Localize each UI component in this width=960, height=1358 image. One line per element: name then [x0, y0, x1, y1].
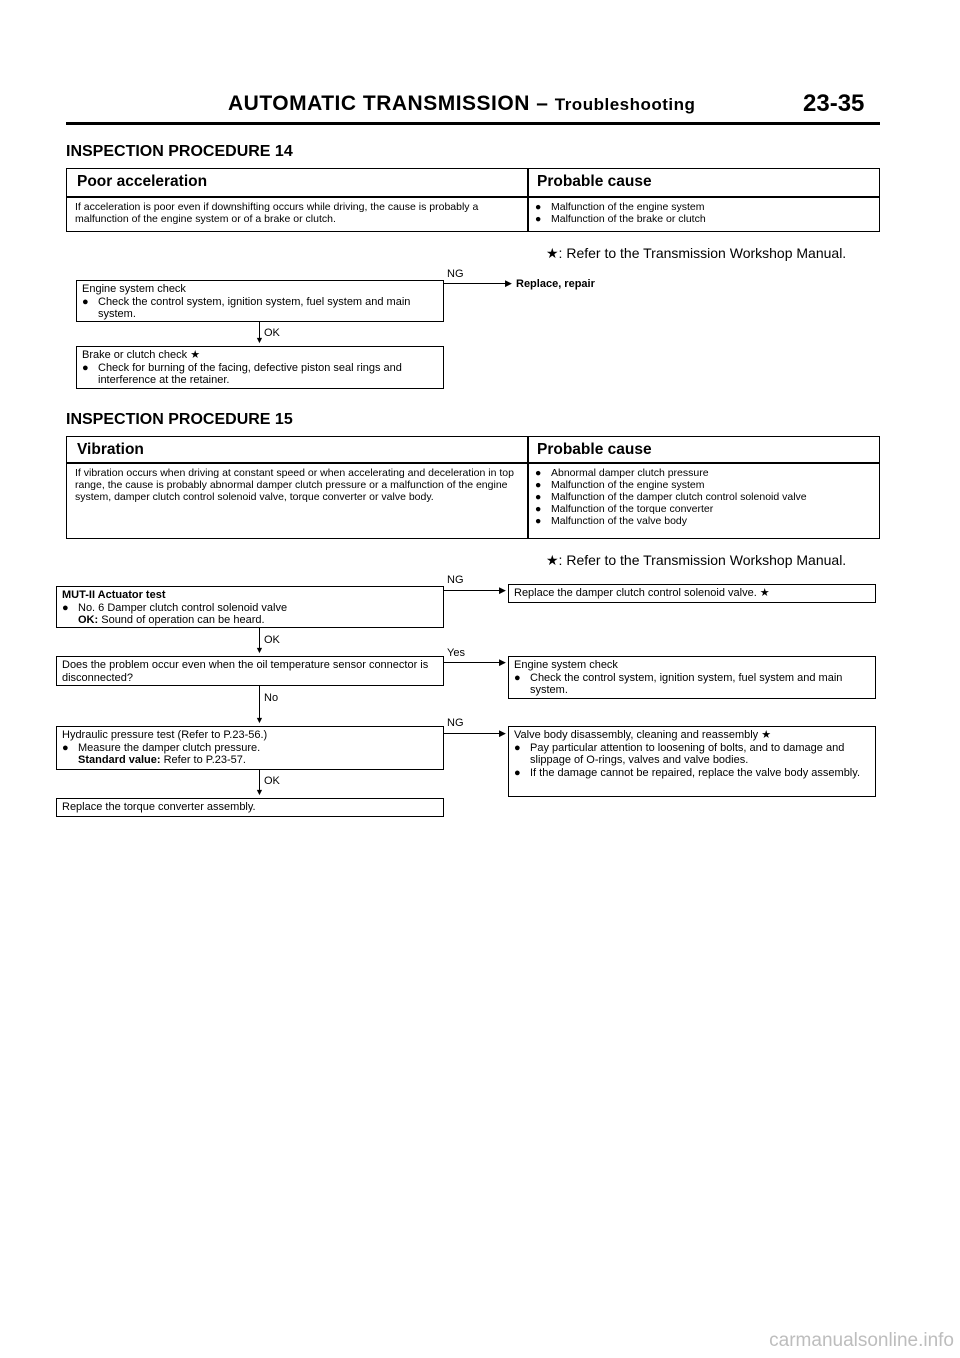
arrow-down-icon: ▼: [255, 335, 264, 345]
ok-label: OK: [264, 775, 280, 787]
step-bullet: ● Measure the damper clutch pressure.: [62, 741, 261, 754]
action-engine-check: [508, 656, 876, 699]
step-ok-criterion: OK: Sound of operation can be heard.: [78, 614, 265, 626]
ng-label: NG: [447, 268, 464, 280]
step-standard-value: Standard value: Refer to P.23-57.: [78, 754, 246, 766]
section-title-main: AUTOMATIC TRANSMISSION: [228, 92, 530, 115]
step-title: Engine system check: [514, 659, 618, 671]
section-subtitle: Troubleshooting: [554, 95, 696, 114]
step-engine-check: [76, 280, 444, 322]
arrow-down-icon: ▼: [255, 715, 264, 725]
ok-label: OK: [264, 327, 280, 339]
page-number: 23-35: [803, 90, 865, 117]
workshop-note: ★: Refer to the Transmission Workshop Manual.: [546, 552, 847, 568]
step-bullet: ● Check the control system, ignition system, fuel system and main system.: [82, 295, 411, 320]
procedure-14-table: [66, 168, 880, 232]
yes-arrow-line: [444, 662, 504, 663]
action-valve-body-service: [508, 726, 876, 797]
no-label: No: [264, 692, 279, 704]
title-dash: –: [529, 92, 555, 115]
ng-action: Replace, repair: [516, 278, 595, 290]
arrow-down-icon: ▼: [255, 787, 264, 797]
step-bullet: ● Check for burning of the facing, defective piston seal rings and interference at the retainer.: [82, 361, 402, 386]
list-item: ● Malfunction of the brake or clutch: [535, 213, 706, 225]
step-actuator-test: [56, 586, 444, 628]
procedure-15-title: INSPECTION PROCEDURE 15: [66, 411, 293, 428]
list-item: ● Malfunction of the damper clutch control solenoid valve: [535, 491, 807, 503]
ng-arrow-line: [444, 733, 504, 734]
action-replace-solenoid: Replace the damper clutch control solenoid valve. ★: [508, 584, 876, 603]
section-title: [228, 92, 695, 116]
step-hydraulic-pressure-test: [56, 726, 444, 770]
arrow-head-icon: ▶: [499, 657, 506, 667]
table-divider: [67, 196, 879, 198]
step-title: Brake or clutch check ★: [82, 349, 201, 361]
header-rule: [66, 122, 880, 125]
cause-list: [535, 201, 875, 225]
ng-label: NG: [447, 574, 464, 586]
step-replace-torque-converter: Replace the torque converter assembly.: [56, 798, 444, 817]
procedure-14-title: INSPECTION PROCEDURE 14: [66, 143, 293, 160]
step-title: MUT-II Actuator test: [62, 589, 166, 601]
symptom-heading: Poor acceleration: [77, 173, 208, 190]
list-item: ● Malfunction of the valve body: [535, 515, 687, 527]
list-item: ● Malfunction of the engine system: [535, 201, 705, 213]
step-bullet: ● Check the control system, ignition system, fuel system and main system.: [514, 671, 843, 696]
step-bullet: ● If the damage cannot be repaired, replace the valve body assembly.: [514, 766, 860, 779]
step-title: Hydraulic pressure test (Refer to P.23-56.): [62, 729, 268, 741]
list-item: ● Malfunction of the torque converter: [535, 503, 714, 515]
workshop-note: ★: Refer to the Transmission Workshop Manual.: [546, 245, 847, 261]
ng-label: NG: [447, 717, 464, 729]
symptom-description: If vibration occurs when driving at constant speed or when accelerating and deceleration in top range, the cause is probably abnormal damper clutch pressure or a malfunction of the engine system, damper clutch control solenoid valve, torque converter or valve body.: [75, 467, 514, 503]
arrow-head-icon: ▶: [505, 278, 512, 288]
watermark: carmanualsonline.info: [769, 1330, 954, 1351]
ng-arrow-line: [444, 283, 508, 284]
ng-arrow-line: [444, 590, 504, 591]
procedure-15-table: [66, 436, 880, 539]
ok-label: OK: [264, 634, 280, 646]
table-divider: [527, 169, 529, 231]
step-brake-clutch-check: [76, 346, 444, 389]
step-bullet: ● No. 6 Damper clutch control solenoid valve: [62, 601, 288, 614]
step-title: Engine system check: [82, 283, 186, 295]
symptom-description: If acceleration is poor even if downshifting occurs while driving, the cause is probably a malfunction of the engine system or of a brake or clutch.: [75, 201, 479, 225]
cause-heading: Probable cause: [537, 441, 652, 458]
table-divider: [67, 462, 879, 464]
yes-label: Yes: [447, 647, 465, 659]
step-bullet: ● Pay particular attention to loosening of bolts, and to damage and slippage of O-rings, valves and valve bodies.: [514, 741, 845, 766]
cause-list: [535, 467, 877, 527]
arrow-down-icon: ▼: [255, 645, 264, 655]
step-title: Valve body disassembly, cleaning and reassembly ★: [514, 729, 772, 741]
symptom-heading: Vibration: [77, 441, 144, 458]
list-item: ● Malfunction of the engine system: [535, 479, 705, 491]
step-oil-temp-sensor-question: Does the problem occur even when the oil temperature sensor connector is disconnected?: [56, 656, 444, 686]
table-divider: [527, 437, 529, 538]
cause-heading: Probable cause: [537, 173, 652, 190]
list-item: ● Abnormal damper clutch pressure: [535, 467, 709, 479]
arrow-head-icon: ▶: [499, 728, 506, 738]
arrow-head-icon: ▶: [499, 585, 506, 595]
